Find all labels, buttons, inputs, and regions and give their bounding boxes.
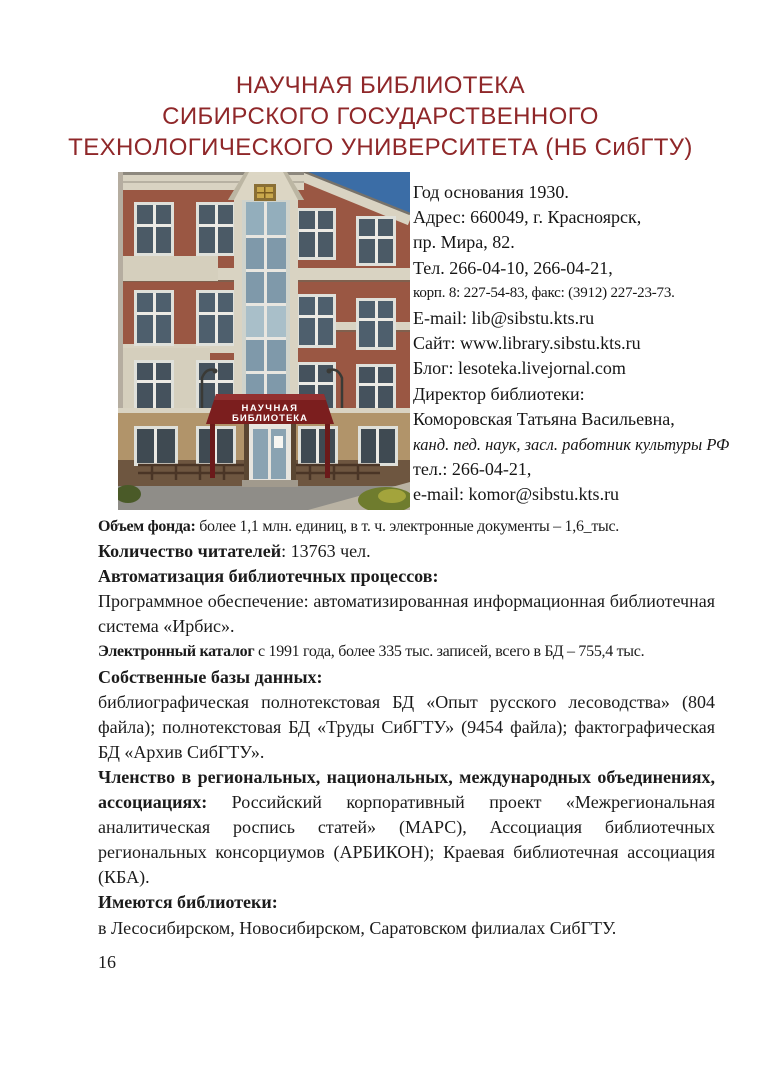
paragraph-fund-volume <box>98 514 715 539</box>
paragraph-lead: Собственные базы данных: <box>98 666 323 687</box>
contact-line-website: Сайт: www.library.sibstu.kts.ru <box>413 333 641 354</box>
contact-line-director-name: Коморовская Татьяна Васильевна, <box>413 408 675 429</box>
paragraph-text: библиографическая полнотекстовая БД «Опыт русского лесоводства» (804 файла); полнотекстовая БД «Труды СибГТУ» (9454 файла); фактографическая БД «Архив СибГТУ». <box>98 691 715 762</box>
sign-text-line-2: БИБЛИОТЕКА <box>232 413 308 424</box>
glass-stair-column <box>228 172 304 414</box>
paragraph-membership <box>98 765 715 890</box>
paragraph-databases-heading <box>98 665 715 690</box>
paragraph-lead: Имеются библиотеки: <box>98 892 278 913</box>
contact-line-fax: корп. 8: 227-54-83, факс: (3912) 227-23-73. <box>413 284 675 301</box>
contact-info <box>413 180 730 508</box>
contact-line-address-1: Адрес: 660049, г. Красноярск, <box>413 207 642 228</box>
paragraph-readers-count <box>98 539 715 564</box>
contact-line-director-phone: тел.: 266-04-21, <box>413 459 532 480</box>
library-building-photo <box>118 172 410 510</box>
body-text <box>98 514 715 941</box>
contact-line-blog: Блог: lesoteka.livejornal.com <box>413 358 626 379</box>
title-line-1: НАУЧНАЯ БИБЛИОТЕКА <box>235 72 526 99</box>
paragraph-lead: Членство в региональных, национальных, международных объединениях, ассоциациях: <box>98 766 715 813</box>
contact-line-phone: Тел. 266-04-10, 266-04-21, <box>413 257 613 278</box>
paragraph-software <box>98 589 715 639</box>
paragraph-text: более 1,1 млн. единиц, в т. ч. электронные документы – 1,6_тыс. <box>195 518 620 535</box>
paragraph-lead: Автоматизация библиотечных процессов: <box>98 566 439 587</box>
contact-line-director-label: Директор библиотеки: <box>413 383 585 404</box>
contact-line-address-2: пр. Мира, 82. <box>413 232 515 253</box>
paragraph-text: : 13763 чел. <box>281 541 371 562</box>
emblem-icon <box>254 184 276 201</box>
title-line-2: СИБИРСКОГО ГОСУДАРСТВЕННОГО <box>162 103 599 130</box>
paragraph-text: с 1991 года, более 335 тыс. записей, всего в БД – 755,4 тыс. <box>254 643 645 661</box>
contact-line-director-email: e-mail: komor@sibstu.kts.ru <box>413 484 620 505</box>
paragraph-databases-list <box>98 690 715 765</box>
paragraph-branches-list <box>98 916 715 941</box>
paragraph-text: в Лесосибирском, Новосибирском, Саратовском филиалах СибГТУ. <box>98 917 617 938</box>
sign-text-line-1: НАУЧНАЯ <box>241 403 299 414</box>
paragraph-e-catalog <box>98 639 715 664</box>
contact-line-director-degree: канд. пед. наук, засл. работник культуры РФ <box>413 435 730 455</box>
paragraph-lead: Объем фонда: <box>98 518 196 535</box>
paragraph-lead: Электронный каталог <box>98 643 255 661</box>
page-number: 16 <box>98 952 116 972</box>
page-title <box>40 70 721 163</box>
paragraph-lead: Количество читателей <box>98 541 282 562</box>
entrance-door <box>244 418 296 482</box>
contact-line-founded: Год основания 1930. <box>413 182 569 202</box>
paragraph-automation-heading <box>98 564 715 589</box>
paragraph-text: Российский корпоративный проект «Межрегиональная аналитическая роспись статей» (МАРС), Ассоциация библиотечных региональных консорциумов (АРБИКОН); Краевая библиотечная ассоциация (КБА). <box>98 792 715 888</box>
title-line-3: ТЕХНОЛОГИЧЕСКОГО УНИВЕРСИТЕТА (НБ СибГТУ) <box>68 134 693 161</box>
paragraph-text: Программное обеспечение: автоматизированная информационная библиотечная система «Ирбис». <box>98 591 715 637</box>
contact-line-email: E-mail: lib@sibstu.kts.ru <box>413 308 595 329</box>
paragraph-branches-heading <box>98 890 715 915</box>
